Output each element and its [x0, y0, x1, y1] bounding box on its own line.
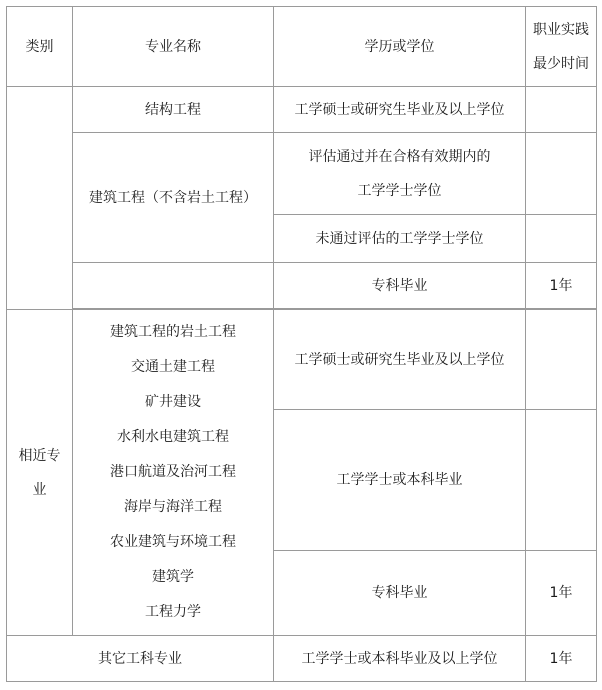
- time-cell: [526, 87, 597, 133]
- list-item: 工程力学: [145, 604, 201, 620]
- group1-category: [7, 87, 73, 310]
- degree-cell: 未通过评估的工学学士学位: [274, 215, 526, 263]
- group3-category: 其它工科专业: [7, 636, 274, 682]
- table-row: [7, 310, 597, 410]
- header-min-practice-line2: 最少时间: [533, 55, 589, 72]
- major-cell: 建筑工程（不含岩土工程）: [73, 133, 274, 263]
- list-item: 农业建筑与环境工程: [110, 534, 236, 550]
- table-row: [7, 87, 597, 133]
- degree-cell: 专科毕业: [274, 263, 526, 309]
- degree-cell: 工学硕士或研究生毕业及以上学位: [274, 87, 526, 133]
- degree-cell: 工学学士或本科毕业: [274, 410, 526, 551]
- list-item: 矿井建设: [145, 394, 201, 410]
- time-cell: [526, 410, 597, 551]
- table-row: [7, 636, 597, 682]
- time-cell: [526, 310, 597, 410]
- header-min-practice-line1: 职业实践: [533, 21, 589, 38]
- group2-major-list: [73, 310, 274, 636]
- time-cell: 1年: [526, 551, 597, 636]
- degree-cell: [274, 133, 526, 215]
- list-item: 交通土建工程: [131, 359, 215, 375]
- degree-cell: 工学学士或本科毕业及以上学位: [274, 636, 526, 682]
- list-item: 建筑学: [152, 569, 194, 585]
- degree-cell: 专科毕业: [274, 551, 526, 636]
- major-cell: 结构工程: [73, 87, 274, 133]
- time-cell: 1年: [526, 263, 597, 309]
- header-min-practice: [526, 7, 597, 87]
- table-row: [7, 133, 597, 215]
- time-cell: [526, 133, 597, 215]
- header-degree: 学历或学位: [274, 7, 526, 87]
- list-item: 建筑工程的岩土工程: [110, 324, 236, 340]
- group2-category: 相近专业: [7, 310, 73, 636]
- list-item: 水利水电建筑工程: [117, 429, 229, 445]
- degree-cell: 工学硕士或研究生毕业及以上学位: [274, 310, 526, 410]
- header-major-name: 专业名称: [73, 7, 274, 87]
- header-category: 类别: [7, 7, 73, 87]
- list-item: 港口航道及治河工程: [110, 464, 236, 480]
- list-item: 海岸与海洋工程: [124, 499, 222, 515]
- header-row: [7, 7, 597, 87]
- table-row: [7, 263, 597, 309]
- requirements-table: [6, 6, 597, 682]
- time-cell: 1年: [526, 636, 597, 682]
- major-cell: [73, 263, 274, 309]
- time-cell: [526, 215, 597, 263]
- degree-line2: 工学学士学位: [357, 182, 442, 199]
- degree-line1: 评估通过并在合格有效期内的: [308, 148, 491, 165]
